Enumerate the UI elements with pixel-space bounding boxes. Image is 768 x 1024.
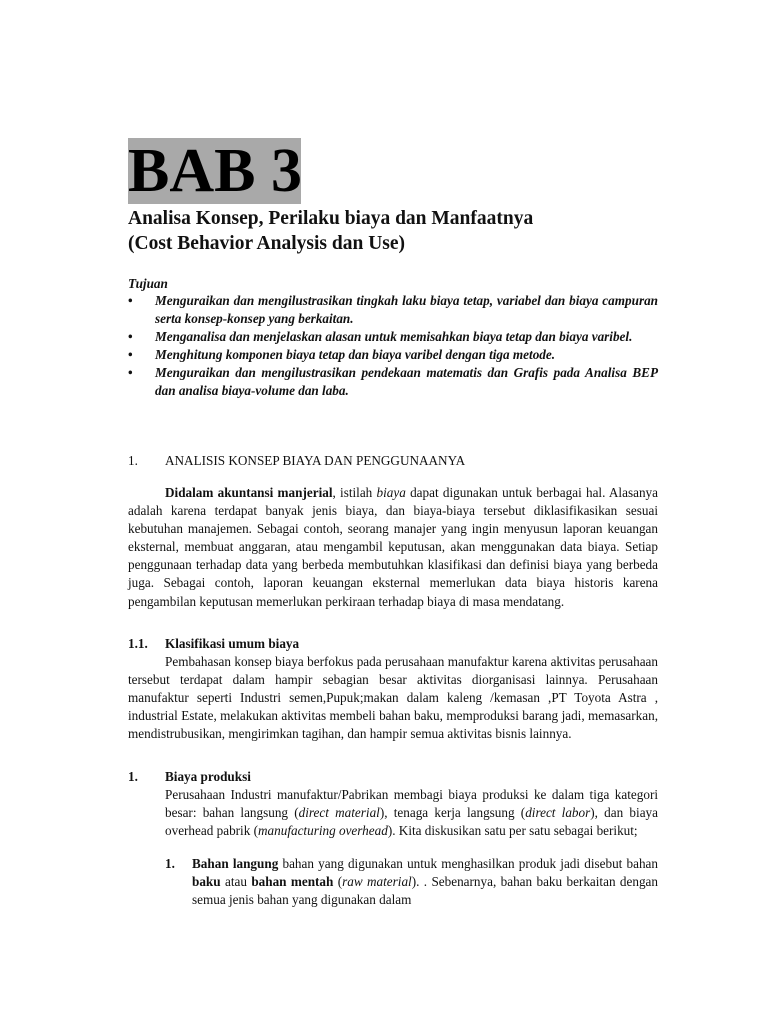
paragraph-bold-term: Didalam akuntansi manjerial: [165, 485, 333, 500]
chapter-title: [128, 206, 688, 256]
section-number: 1.1.: [128, 636, 148, 651]
section-1-1-heading: [128, 635, 299, 653]
list-item: [128, 346, 658, 364]
section-1-heading: [128, 452, 465, 470]
paragraph-italic-term: biaya: [376, 485, 406, 500]
section-1-1-paragraph: Pembahasan konsep biaya berfokus pada perusahaan manufaktur karena aktivitas perusahaan tersebut terdapat dalam hampir sebagian besar aktivitas diorganisasi lainnya. Perusahaan manufaktur seperti Industri semen,Pupuk;makan dalam kaleng /kemasan ,PT Toyota Astra , industrial Estate, melakukan aktivitas membeli bahan baku, memproduksi barang jadi, memasarkan, mendistrubusikan, mengirimkan tagihan, dan hampir semua aktivitas bisnis lainnya.: [128, 654, 658, 742]
bullet-icon: •: [128, 365, 133, 380]
section-title: Biaya produksi: [165, 769, 251, 784]
list-item: 1. Bahan langung bahan yang digunakan untuk menghasilkan produk jadi disebut bahan baku atau bahan mentah (raw material). . Sebenarnya, bahan baku berkaitan dengan semua jenis bahan yang digunakan dalam: [165, 856, 658, 908]
bullet-icon: •: [128, 347, 133, 362]
bullet-icon: •: [128, 293, 133, 308]
section-number: 1.: [128, 453, 138, 468]
chapter-label: BAB 3: [128, 137, 302, 205]
objective-text: Menghitung komponen biaya tetap dan biaya varibel dengan tiga metode.: [155, 347, 556, 362]
chapter-title-line-2: (Cost Behavior Analysis dan Use): [128, 233, 406, 254]
section-title: ANALISIS KONSEP BIAYA DAN PENGGUNAANYA: [165, 453, 466, 468]
objective-text: Menganalisa dan menjelaskan alasan untuk memisahkan biaya tetap dan biaya varibel.: [155, 329, 633, 344]
bullet-icon: •: [128, 329, 133, 344]
chapter-title-line-1: Analisa Konsep, Perilaku biaya dan Manfaatnya: [128, 208, 534, 229]
list-number: 1.: [165, 856, 175, 871]
bahan-list: [165, 855, 658, 909]
section-title: Klasifikasi umum biaya: [165, 636, 300, 651]
objectives-list: [128, 292, 658, 400]
objective-text: Menguraikan dan mengilustrasikan tingkah laku biaya tetap, variabel dan biaya campuran serta konsep-konsep yang berkaitan.: [155, 293, 658, 326]
biaya-produksi-paragraph: Perusahaan Industri manufaktur/Pabrikan membagi biaya produksi ke dalam tiga kategori besar: bahan langsung (direct material), tenaga kerja langsung (direct labor), dan biaya overhead pabrik (manufacturing overhead). Kita diskusikan satu per satu sebagai berikut;: [165, 787, 658, 839]
objectives-label: Tujuan: [128, 276, 168, 291]
section-1-paragraph: Didalam akuntansi manjerial, istilah biaya dapat digunakan untuk berbagai hal. Alasanya adalah karena terdapat banyak jenis biaya, dan biaya-biaya tersebut diklasifikasikan sesuai kebutuhan manajemen. Sebagai contoh, seorang manajer yang ingin menyusun laporan keuangan eksternal, membuat anggaran, atau mengambil keputusan, akan menggunakan data biaya. Setiap penggunaan terhadap data yang berbeda membutuhkan klasifikasi dan definisi biaya yang berbeda juga. Sebagai contoh, laporan keuangan eksternal memerlukan data biaya historis karena pengambilan keputusan memerlukan perkiraan terhadap biaya di masa mendatang.: [128, 485, 658, 609]
objective-text: Menguraikan dan mengilustrasikan pendekaan matematis dan Grafis pada Analisa BEP dan analisa biaya-volume dan laba.: [155, 365, 658, 398]
biaya-produksi-heading: [128, 768, 251, 786]
list-item: [128, 292, 658, 328]
list-item: [128, 328, 658, 346]
list-item: [128, 364, 658, 400]
section-number: 1.: [128, 769, 138, 784]
